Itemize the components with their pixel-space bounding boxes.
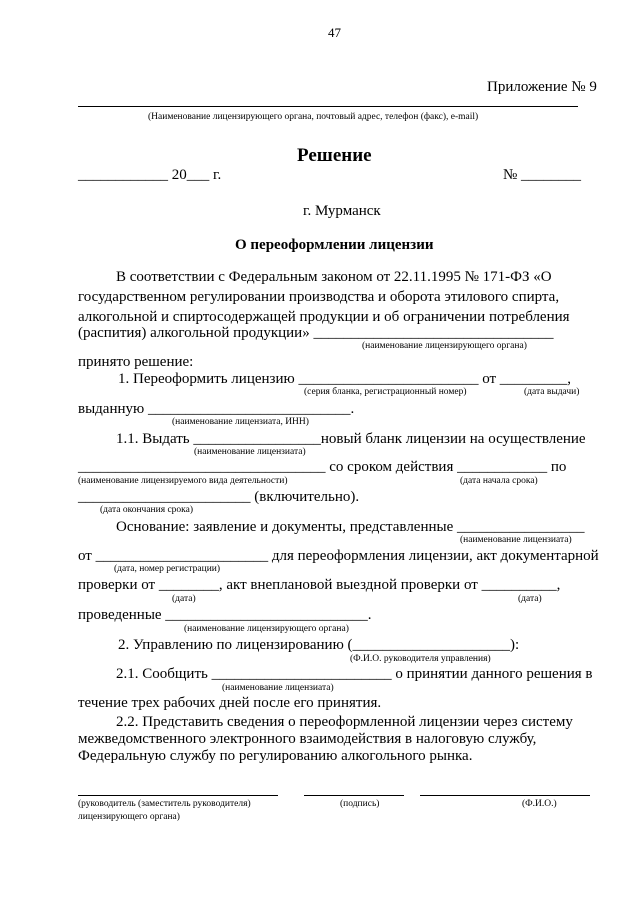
- signature-sign-caption: (подпись): [340, 799, 380, 809]
- item-2-2-line-3: Федеральную службу по регулированию алкогольного рынка.: [78, 748, 473, 764]
- item-2-caption: (Ф.И.О. руководителя управления): [350, 654, 491, 664]
- item-1-1-line-1: 1.1. Выдать _________________новый бланк лицензии на осуществление: [116, 431, 586, 447]
- item-2-1-caption: (наименование лицензиата): [222, 683, 334, 693]
- basis-line-3: проверки от ________, акт внеплановой выездной проверки от __________,: [78, 577, 561, 593]
- item-2-1-line-2: течение трех рабочих дней после его принятия.: [78, 695, 382, 711]
- item-1-line: 1. Переоформить лицензию ________________________ от _________,: [118, 371, 572, 387]
- header-underline: [78, 106, 578, 107]
- header-caption: (Наименование лицензирующего органа, почтовый адрес, телефон (факс), e-mail): [148, 112, 479, 122]
- basis-caption-date: (дата, номер регистрации): [114, 564, 221, 574]
- intro-line-3: алкогольной и спиртосодержащей продукции и об ограничении потребления: [78, 309, 570, 325]
- signature-role-line: [78, 795, 278, 796]
- signature-sign-line: [304, 795, 404, 796]
- item-1-caption-date: (дата выдачи): [524, 387, 580, 397]
- decision-taken: принято решение:: [78, 354, 194, 370]
- item-2-1-line-1: 2.1. Сообщить ________________________ о принятии данного решения в: [116, 666, 593, 682]
- item-1-1-caption-start: (дата начала срока): [460, 476, 538, 486]
- item-2-2-line-2: межведомственного электронного взаимодействия в налоговую службу,: [78, 731, 537, 747]
- basis-line-2: от _______________________ для переоформления лицензии, акт документарной: [78, 548, 599, 564]
- basis-caption-licensee: (наименование лицензиата): [460, 535, 572, 545]
- subject-heading: О переоформлении лицензии: [235, 237, 434, 253]
- intro-line-2: государственном регулировании производства и оборота этилового спирта,: [78, 289, 560, 305]
- item-1-issued-line: выданную ___________________________.: [78, 401, 355, 417]
- item-2-line: 2. Управлению по лицензированию (_____________________):: [118, 637, 520, 653]
- intro-line-4: (распития) алкогольной продукции» ________________________________: [78, 325, 554, 341]
- basis-line-4: проведенные ___________________________.: [78, 607, 372, 623]
- document-title: Решение: [297, 145, 372, 166]
- appendix-label: Приложение № 9: [487, 79, 597, 95]
- basis-caption-date-2: (дата): [518, 594, 542, 604]
- intro-caption: (наименование лицензирующего органа): [362, 341, 527, 351]
- page-number: 47: [328, 25, 341, 40]
- signature-role-caption-2: лицензирующего органа): [78, 812, 180, 822]
- signature-fio-caption: (Ф.И.О.): [522, 799, 557, 809]
- item-1-1-caption-end: (дата окончания срока): [100, 505, 194, 515]
- number-field: № ________: [503, 167, 582, 183]
- item-2-2-line-1: 2.2. Представить сведения о переоформленной лицензии через систему: [116, 714, 573, 730]
- signature-role-caption-1: (руководитель (заместитель руководителя): [78, 799, 251, 809]
- item-1-1-line-3: _______________________ (включительно).: [78, 489, 360, 505]
- intro-line-1: В соответствии с Федеральным законом от 22.11.1995 № 171-ФЗ «О: [116, 269, 552, 285]
- item-1-1-line-2: _________________________________ со сроком действия ____________ по: [78, 459, 567, 475]
- item-1-caption-licensee: (наименование лицензиата, ИНН): [172, 417, 309, 427]
- basis-caption-date-1: (дата): [172, 594, 196, 604]
- city: г. Мурманск: [303, 203, 381, 219]
- item-1-1-caption-activity: (наименование лицензируемого вида деятельности): [78, 476, 288, 486]
- basis-caption-authority: (наименование лицензирующего органа): [184, 624, 349, 634]
- item-1-1-caption-licensee: (наименование лицензиата): [194, 447, 306, 457]
- date-field: ____________ 20___ г.: [78, 167, 222, 183]
- item-1-caption-series: (серия бланка, регистрационный номер): [304, 387, 467, 397]
- basis-line-1: Основание: заявление и документы, представленные _________________: [116, 519, 585, 535]
- signature-fio-line: [420, 795, 590, 796]
